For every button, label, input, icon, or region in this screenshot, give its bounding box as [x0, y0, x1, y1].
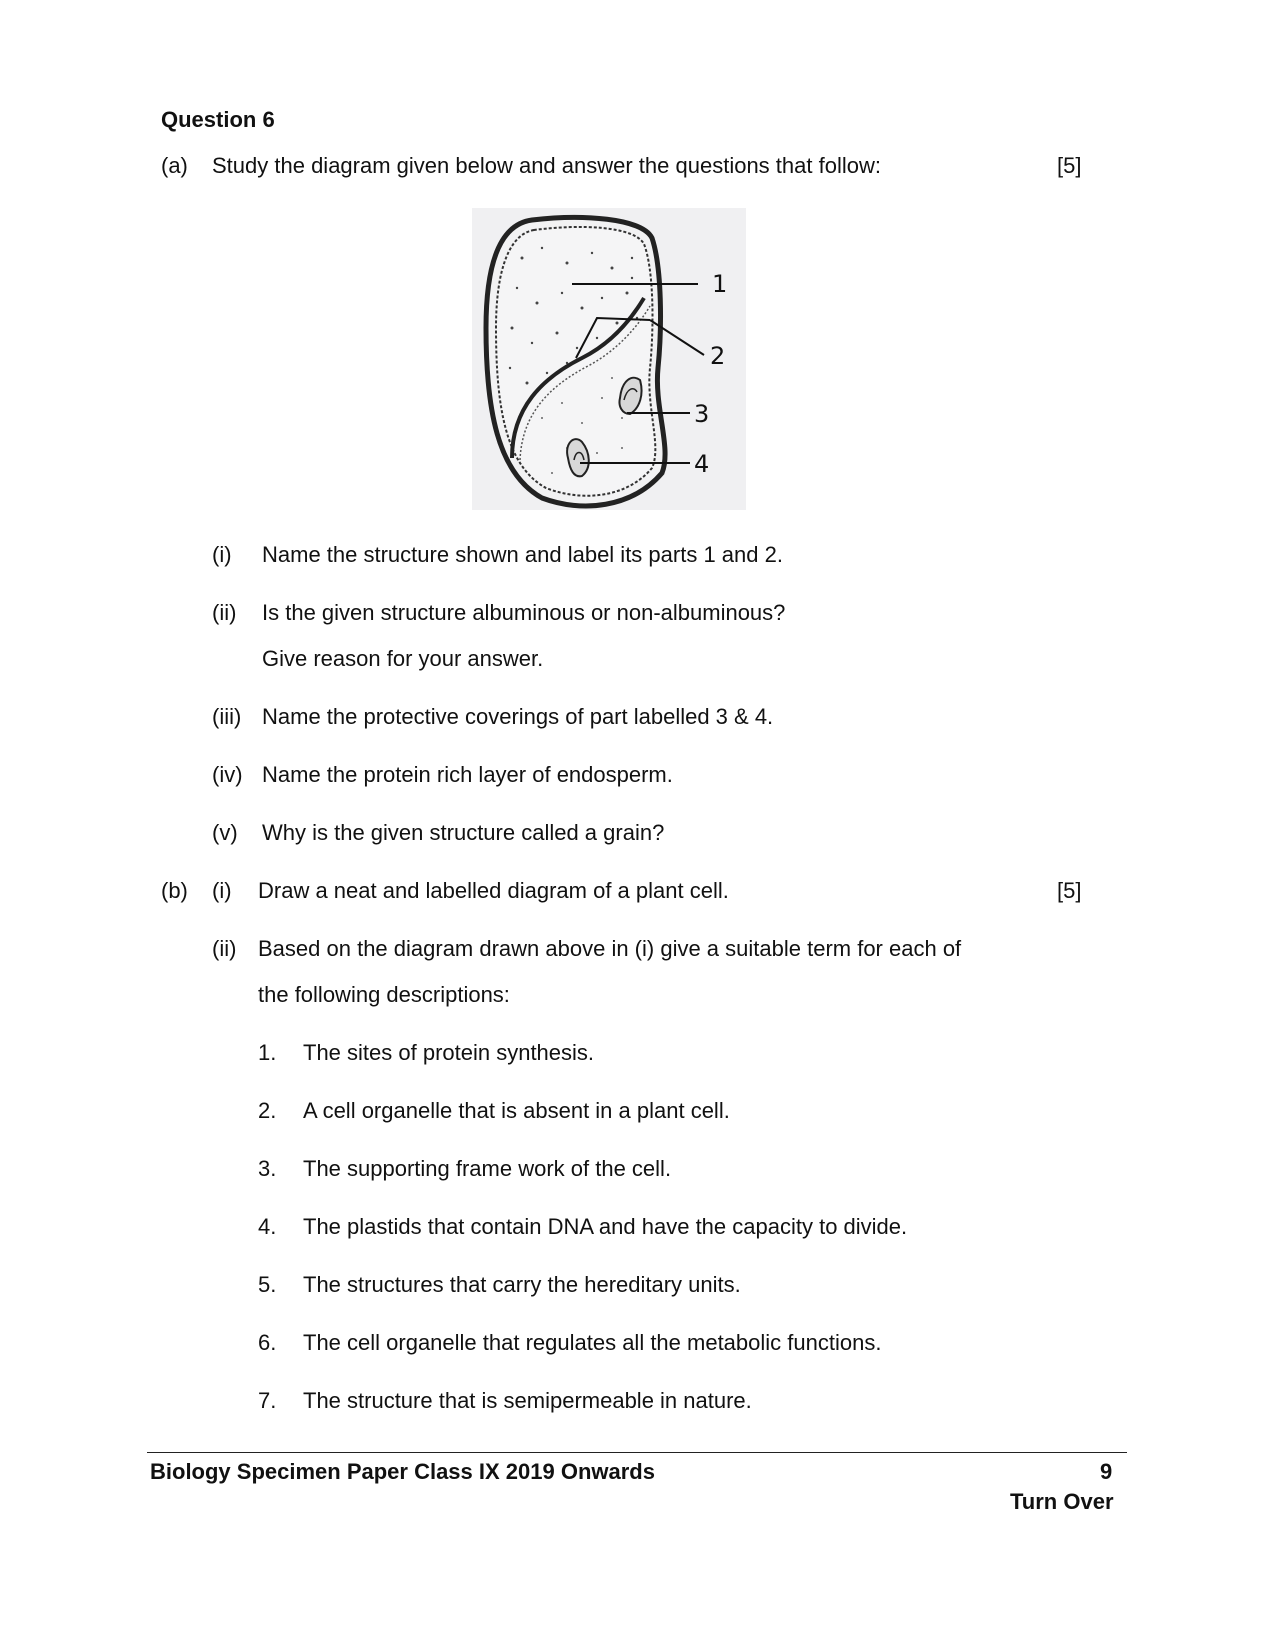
item-num: 1.: [258, 1040, 277, 1065]
item-text: The plastids that contain DNA and have the capacity to divide.: [303, 1214, 908, 1239]
sub-a-iii-num: (iii): [212, 704, 242, 729]
question-title: Question 6: [161, 107, 275, 132]
sub-a-v-num: (v): [212, 820, 238, 845]
item-num: 2.: [258, 1098, 277, 1123]
part-a-instruction: Study the diagram given below and answer the questions that follow:: [212, 153, 881, 178]
diagram-label-3: 3: [694, 400, 710, 428]
footer-title: Biology Specimen Paper Class IX 2019 Onwards: [150, 1459, 655, 1484]
item-num: 5.: [258, 1272, 277, 1297]
diagram-label-1: 1: [712, 270, 728, 298]
sub-a-iv-num: (iv): [212, 762, 243, 787]
footer-rule: [147, 1452, 1127, 1453]
diagram-label-2: 2: [710, 342, 726, 370]
part-a-marks: [5]: [1057, 153, 1082, 178]
part-b-marks: [5]: [1057, 878, 1082, 903]
item-text: A cell organelle that is absent in a plant cell.: [303, 1098, 730, 1123]
sub-a-iv-text: Name the protein rich layer of endosperm.: [262, 762, 673, 787]
sub-b-i-num: (i): [212, 878, 232, 903]
sub-b-ii-num: (ii): [212, 936, 237, 961]
sub-b-i-text: Draw a neat and labelled diagram of a plant cell.: [258, 878, 729, 903]
item-text: The structures that carry the hereditary units.: [303, 1272, 741, 1297]
sub-a-ii-num: (ii): [212, 600, 237, 625]
sub-a-i-text: Name the structure shown and label its parts 1 and 2.: [262, 542, 783, 567]
footer-page-number: 9: [1100, 1459, 1113, 1484]
part-b-label: (b): [161, 878, 188, 903]
sub-a-i-num: (i): [212, 542, 232, 567]
diagram-label-4: 4: [694, 450, 710, 478]
sub-b-ii-text-line2: the following descriptions:: [258, 982, 510, 1007]
sub-a-ii-text-line2: Give reason for your answer.: [262, 646, 544, 671]
sub-a-ii-text-line1: Is the given structure albuminous or non-albuminous?: [262, 600, 786, 625]
item-text: The sites of protein synthesis.: [303, 1040, 595, 1065]
footer-turn-over: Turn Over: [1010, 1489, 1114, 1514]
maize-grain-diagram: [472, 208, 746, 510]
item-text: The cell organelle that regulates all the metabolic functions.: [303, 1330, 882, 1355]
item-num: 7.: [258, 1388, 277, 1413]
item-num: 3.: [258, 1156, 277, 1181]
item-num: 4.: [258, 1214, 277, 1239]
part-a-label: (a): [161, 153, 188, 178]
item-text: The supporting frame work of the cell.: [303, 1156, 672, 1181]
item-text: The structure that is semipermeable in nature.: [303, 1388, 752, 1413]
item-num: 6.: [258, 1330, 277, 1355]
sub-b-ii-text-line1: Based on the diagram drawn above in (i) give a suitable term for each of: [258, 936, 962, 961]
sub-a-iii-text: Name the protective coverings of part labelled 3 & 4.: [262, 704, 774, 729]
sub-a-v-text: Why is the given structure called a grain?: [262, 820, 665, 845]
